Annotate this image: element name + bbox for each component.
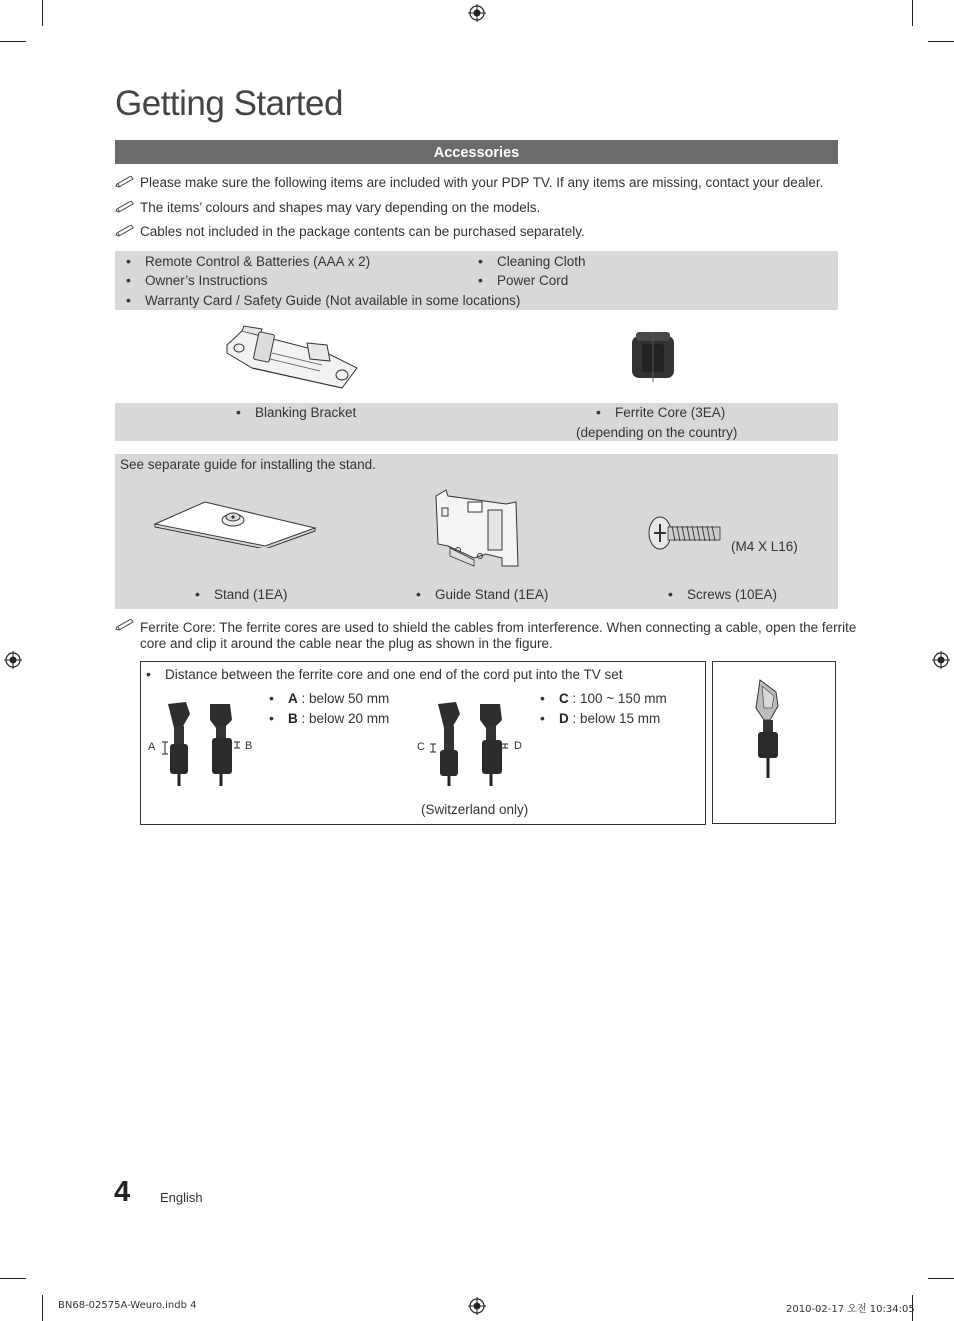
distance-b-key: B: [288, 711, 298, 726]
screw-image: [648, 515, 724, 555]
stand-label: • Stand (1EA): [214, 587, 288, 602]
crop-mark: [42, 1295, 43, 1321]
crop-mark: [0, 41, 26, 42]
ferrite-plug-ab-image: [160, 700, 240, 788]
stand-image: [153, 498, 318, 548]
distance-b: [288, 711, 389, 726]
scart-plug-image: [748, 678, 788, 780]
switzerland-note: (Switzerland only): [421, 802, 529, 817]
crop-mark: [0, 1278, 26, 1279]
pencil-note-icon: [115, 201, 135, 213]
distance-header: • Distance between the ferrite core and one end of the cord put into the TV set: [165, 667, 623, 682]
distance-c: [559, 691, 667, 706]
language-label: English: [160, 1190, 203, 1205]
distance-c-key: C: [559, 691, 569, 706]
page-title: Getting Started: [115, 84, 343, 123]
page-number: 4: [114, 1176, 131, 1208]
crop-mark: [928, 1278, 954, 1279]
crop-mark: [928, 41, 954, 42]
registration-mark-icon: [468, 1297, 486, 1315]
crop-mark: [912, 0, 913, 26]
screw-size-label: (M4 X L16): [731, 539, 798, 554]
distance-b-text: : below 20 mm: [301, 711, 390, 726]
note: [115, 224, 585, 239]
registration-mark-icon: [932, 651, 950, 669]
guide-stand-image: [428, 488, 524, 572]
ferrite-plug-cd-image: [428, 700, 512, 788]
note-text: The items’ colours and shapes may vary depending on the models.: [140, 200, 541, 215]
distance-a: [288, 691, 389, 706]
distance-c-text: : 100 ~ 150 mm: [572, 691, 667, 706]
label-d: D: [514, 740, 522, 752]
blanking-bracket-image: [222, 323, 362, 395]
list-item: • Owner’s Instructions: [145, 273, 268, 288]
ferrite-core-image: [630, 332, 676, 382]
distance-d-key: D: [559, 711, 569, 726]
note-text: Please make sure the following items are included with your PDP TV. If any items are missing, contact your dealer.: [140, 175, 824, 190]
list-item: • Power Cord: [497, 273, 568, 288]
note: [115, 175, 823, 190]
screws-label: • Screws (10EA): [687, 587, 777, 602]
registration-mark-icon: [4, 651, 22, 669]
ferrite-note-line2: core and clip it around the cable near the plug as shown in the figure.: [140, 636, 553, 651]
ferrite-note-line1: Ferrite Core: The ferrite cores are used to shield the cables from interference. When connecting a cable, open the ferrite: [140, 620, 857, 635]
ferrite-core-note: (depending on the country): [576, 425, 738, 440]
ferrite-core-label: • Ferrite Core (3EA): [615, 405, 725, 420]
print-file-info: BN68-02575A-Weuro.indb 4: [58, 1300, 197, 1311]
pencil-note-icon: [115, 225, 135, 237]
distance-d: [559, 711, 660, 726]
registration-mark-icon: [468, 4, 486, 22]
print-timestamp: 2010-02-17 오전 10:34:05: [786, 1304, 915, 1315]
list-item: • Remote Control & Batteries (AAA x 2): [145, 254, 370, 269]
section-header: Accessories: [115, 140, 838, 164]
distance-d-text: : below 15 mm: [572, 711, 661, 726]
blanking-bracket-label: • Blanking Bracket: [255, 405, 356, 420]
pencil-note-icon: [115, 619, 135, 631]
stand-guide-text: See separate guide for installing the stand.: [120, 457, 376, 472]
distance-a-key: A: [288, 691, 298, 706]
list-item: • Cleaning Cloth: [497, 254, 586, 269]
crop-mark: [42, 0, 43, 26]
note: [115, 200, 540, 215]
list-item: • Warranty Card / Safety Guide (Not available in some locations): [145, 293, 520, 308]
label-c: C: [417, 741, 425, 753]
guide-stand-label: • Guide Stand (1EA): [435, 587, 548, 602]
note-text: Cables not included in the package contents can be purchased separately.: [140, 224, 585, 239]
label-b: B: [245, 740, 253, 752]
distance-a-text: : below 50 mm: [301, 691, 390, 706]
pencil-note-icon: [115, 176, 135, 188]
label-a: A: [148, 741, 156, 753]
